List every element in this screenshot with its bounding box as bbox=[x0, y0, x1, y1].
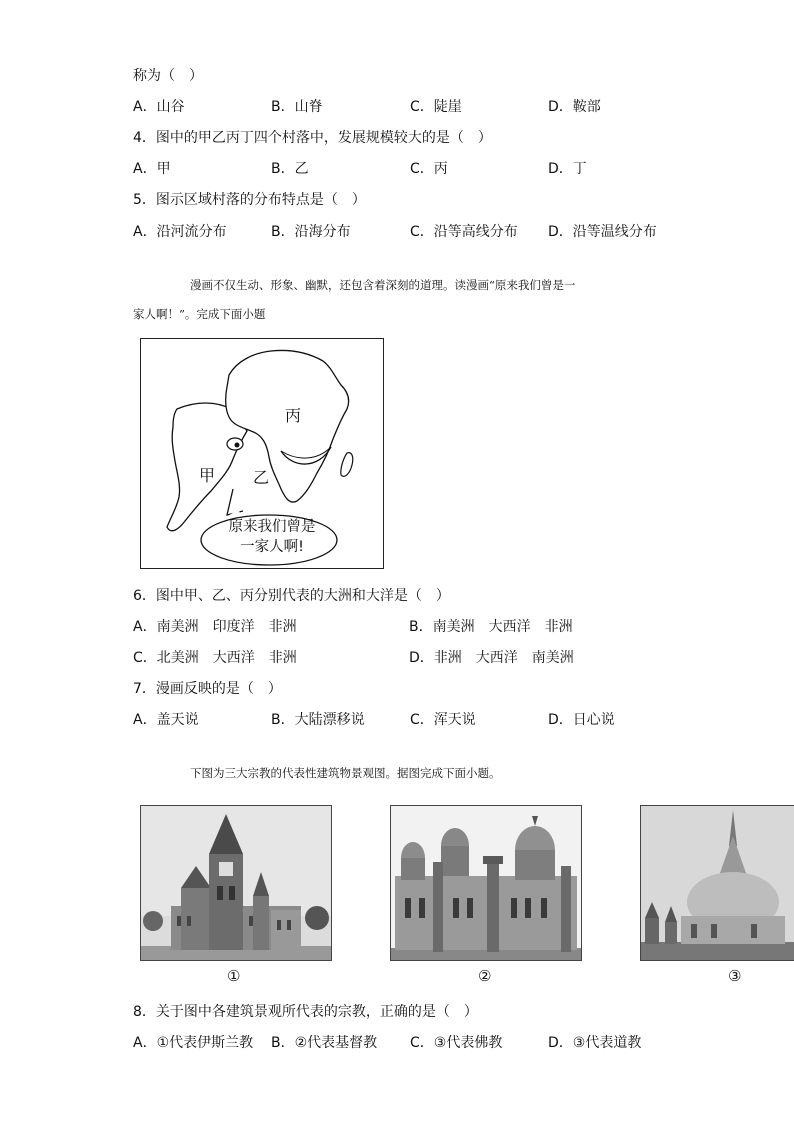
photo-1-caption: ① bbox=[227, 967, 241, 985]
question-3-option-c: C．陡崖 bbox=[410, 99, 462, 115]
question-3-option-a: A．山谷 bbox=[133, 99, 185, 115]
madagascar-outline bbox=[341, 453, 353, 477]
question-4-option-b: B．乙 bbox=[271, 161, 309, 177]
question-6-option-a: A．南美洲 印度洋 非洲 bbox=[133, 619, 297, 635]
question-5-option-c: C．沿等高线分布 bbox=[410, 224, 518, 240]
question-4-option-a: A．甲 bbox=[133, 161, 171, 177]
question-6-option-b: B．南美洲 大西洋 非洲 bbox=[409, 619, 573, 635]
question-3-stem-end: 称为（ ） bbox=[133, 68, 203, 84]
question-5-option-a: A．沿河流分布 bbox=[133, 224, 227, 240]
question-6-option-c: C．北美洲 大西洋 非洲 bbox=[133, 650, 297, 666]
speech-bubble-tail bbox=[227, 489, 243, 515]
question-5-stem: 5．图示区域村落的分布特点是（ ） bbox=[133, 192, 366, 208]
label-bing: 丙 bbox=[285, 406, 302, 425]
question-5-option-d: D．沿等温线分布 bbox=[548, 224, 657, 240]
question-8-stem: 8．关于图中各建筑景观所代表的宗教，正确的是（ ） bbox=[133, 1004, 478, 1020]
photo-2-caption: ② bbox=[478, 967, 492, 985]
speech-bubble-text-2: 一家人啊! bbox=[240, 539, 304, 555]
question-6-option-d: D．非洲 大西洋 南美洲 bbox=[409, 650, 574, 666]
question-7-option-c: C．浑天说 bbox=[410, 712, 476, 728]
cartoon-intro-line-1: 漫画不仅生动、形象、幽默，还包含着深刻的道理。读漫画“原来我们曾是一 bbox=[190, 278, 576, 292]
question-4-option-d: D．丁 bbox=[548, 161, 587, 177]
question-7-option-b: B．大陆漂移说 bbox=[271, 712, 365, 728]
question-5-option-b: B．沿海分布 bbox=[271, 224, 351, 240]
label-jia: 甲 bbox=[199, 466, 216, 485]
question-8-option-c: C．③代表佛教 bbox=[410, 1035, 503, 1051]
question-7-option-a: A．盖天说 bbox=[133, 712, 199, 728]
religion-intro: 下图为三大宗教的代表性建筑物景观图。据图完成下面小题。 bbox=[190, 766, 501, 780]
question-6-stem: 6．图中甲、乙、丙分别代表的大洲和大洋是（ ） bbox=[133, 588, 450, 604]
question-4-option-c: C．丙 bbox=[410, 161, 448, 177]
church-photo bbox=[140, 805, 332, 961]
mosque-photo bbox=[390, 805, 582, 961]
label-yi: 乙 bbox=[253, 468, 270, 487]
africa-outline bbox=[226, 350, 349, 502]
question-7-stem: 7．漫画反映的是（ ） bbox=[133, 681, 282, 697]
question-8-option-d: D．③代表道教 bbox=[548, 1035, 642, 1051]
photo-3-caption: ③ bbox=[728, 967, 742, 985]
speech-bubble-text-1: 原来我们曾是 bbox=[228, 519, 316, 535]
question-4-stem: 4．图中的甲乙丙丁四个村落中，发展规模较大的是（ ） bbox=[133, 130, 492, 146]
pagoda-photo bbox=[640, 805, 794, 961]
question-3-option-d: D．鞍部 bbox=[548, 99, 601, 115]
question-8-option-b: B．②代表基督教 bbox=[271, 1035, 378, 1051]
continental-drift-cartoon bbox=[140, 338, 384, 569]
question-8-option-a: A．①代表伊斯兰教 bbox=[133, 1035, 254, 1051]
cartoon-intro-line-2: 家人啊！”。完成下面小题 bbox=[133, 307, 266, 321]
question-3-option-b: B．山脊 bbox=[271, 99, 323, 115]
question-7-option-d: D．日心说 bbox=[548, 712, 615, 728]
